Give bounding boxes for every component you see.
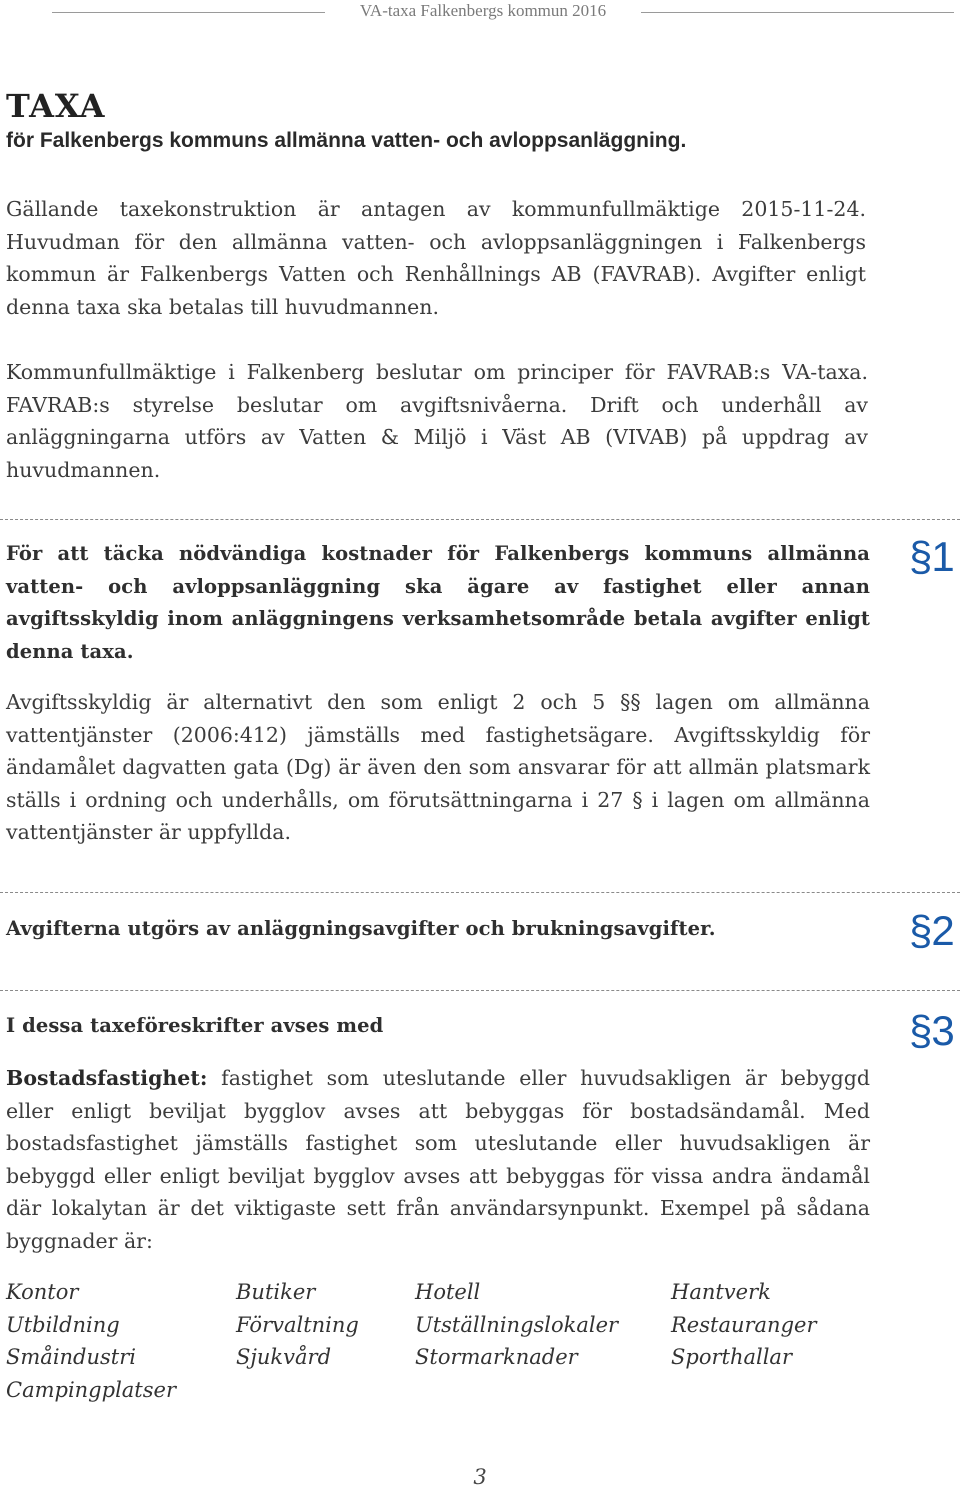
section-3-definition [6,1062,870,1257]
running-header-title: VA-taxa Falkenbergs kommun 2016 [359,1,607,20]
document-subtitle: för Falkenbergs kommuns allmänna vatten- och avloppsanläggning. [6,129,687,152]
section-1-paragraph: Avgiftsskyldig är alternativt den som enligt 2 och 5 §§ lagen om allmänna vattentjänster (2006:412) jämställs med fastighetsägare. Avgiftsskyldig för ändamålet dagvatten gata (Dg) är även den som ansvarar för att allmän platsmark ställs i ordning och underhålls, om förutsättningarna i 27 § i lagen om allmänna vattentjänster är uppfyllda. [6,690,870,844]
example-item: Utbildning [6,1312,120,1337]
example-item: Förvaltning [236,1312,359,1337]
example-item: Småindustri [6,1345,136,1369]
example-item: Hantverk [671,1280,771,1304]
section-1-mark: §1 [909,533,954,580]
running-header [0,0,960,24]
section-3-heading-text: I dessa taxeföreskrifter avses med [6,1014,384,1037]
intro-paragraph-1: Gällande taxekonstruktion är antagen av kommunfullmäktige 2015-11-24. Huvudman för den allmänna vatten- och avloppsanläggningen i Falkenbergs kommun är Falkenbergs Vatten och Renhållnings AB (FAVRAB). Avgifter enligt denna taxa ska betalas till huvudmannen. [6,197,866,319]
example-item: Kontor [6,1280,79,1304]
section-1-heading-text: För att täcka nödvändiga kostnader för Falkenbergs kommuns allmänna vatten- och avloppsanläggning ska ägare av fastighet eller annan avgiftsskyldig inom anläggningens verksamhetsområde betala avgifter enligt denna taxa. [6,542,870,663]
example-item: Butiker [236,1280,316,1304]
example-item: Sporthallar [671,1345,792,1369]
example-item: Hotell [415,1280,481,1304]
example-item: Restauranger [671,1312,817,1337]
example-item: Utställningslokaler [415,1312,619,1337]
intro-paragraph-2: Kommunfullmäktige i Falkenberg beslutar om principer för FAVRAB:s VA-taxa. FAVRAB:s styrelse beslutar om avgiftsnivåerna. Drift och underhåll av anläggningarna utförs av Vatten & Miljö i Väst AB (VIVAB) på uppdrag av huvudmannen. [6,360,868,482]
section-divider-3 [0,990,960,991]
example-item: Sjukvård [236,1345,332,1369]
definition-text: fastighet som uteslutande eller huvudsakligen är bebyggd eller enligt beviljat bygglov avses att bebyggas för bostadsändamål. Med bostadsfastighet jämställs fastighet som uteslutande eller huvudsakligen är bebyggd eller enligt beviljat bygglov avses att bebyggas för vissa andra ändamål där lokalytan är det viktigaste sett från användarsynpunkt. Exempel på sådana byggnader är: [6,1066,870,1253]
header-rule-left [52,12,325,13]
header-rule-right [641,12,954,13]
building-examples-list [6,1276,906,1406]
definition-term: Bostadsfastighet: [6,1066,208,1090]
page-number: 3 [473,1465,487,1489]
example-item: Stormarknader [415,1345,578,1369]
section-divider-2 [0,892,960,893]
section-2-heading-text: Avgifterna utgörs av anläggningsavgifter och brukningsavgifter. [6,917,716,940]
document-title: TAXA [6,87,106,125]
section-divider-1 [0,519,960,520]
section-3-mark: §3 [909,1007,954,1054]
section-2-mark: §2 [909,907,954,954]
example-item: Campingplatser [6,1377,176,1402]
